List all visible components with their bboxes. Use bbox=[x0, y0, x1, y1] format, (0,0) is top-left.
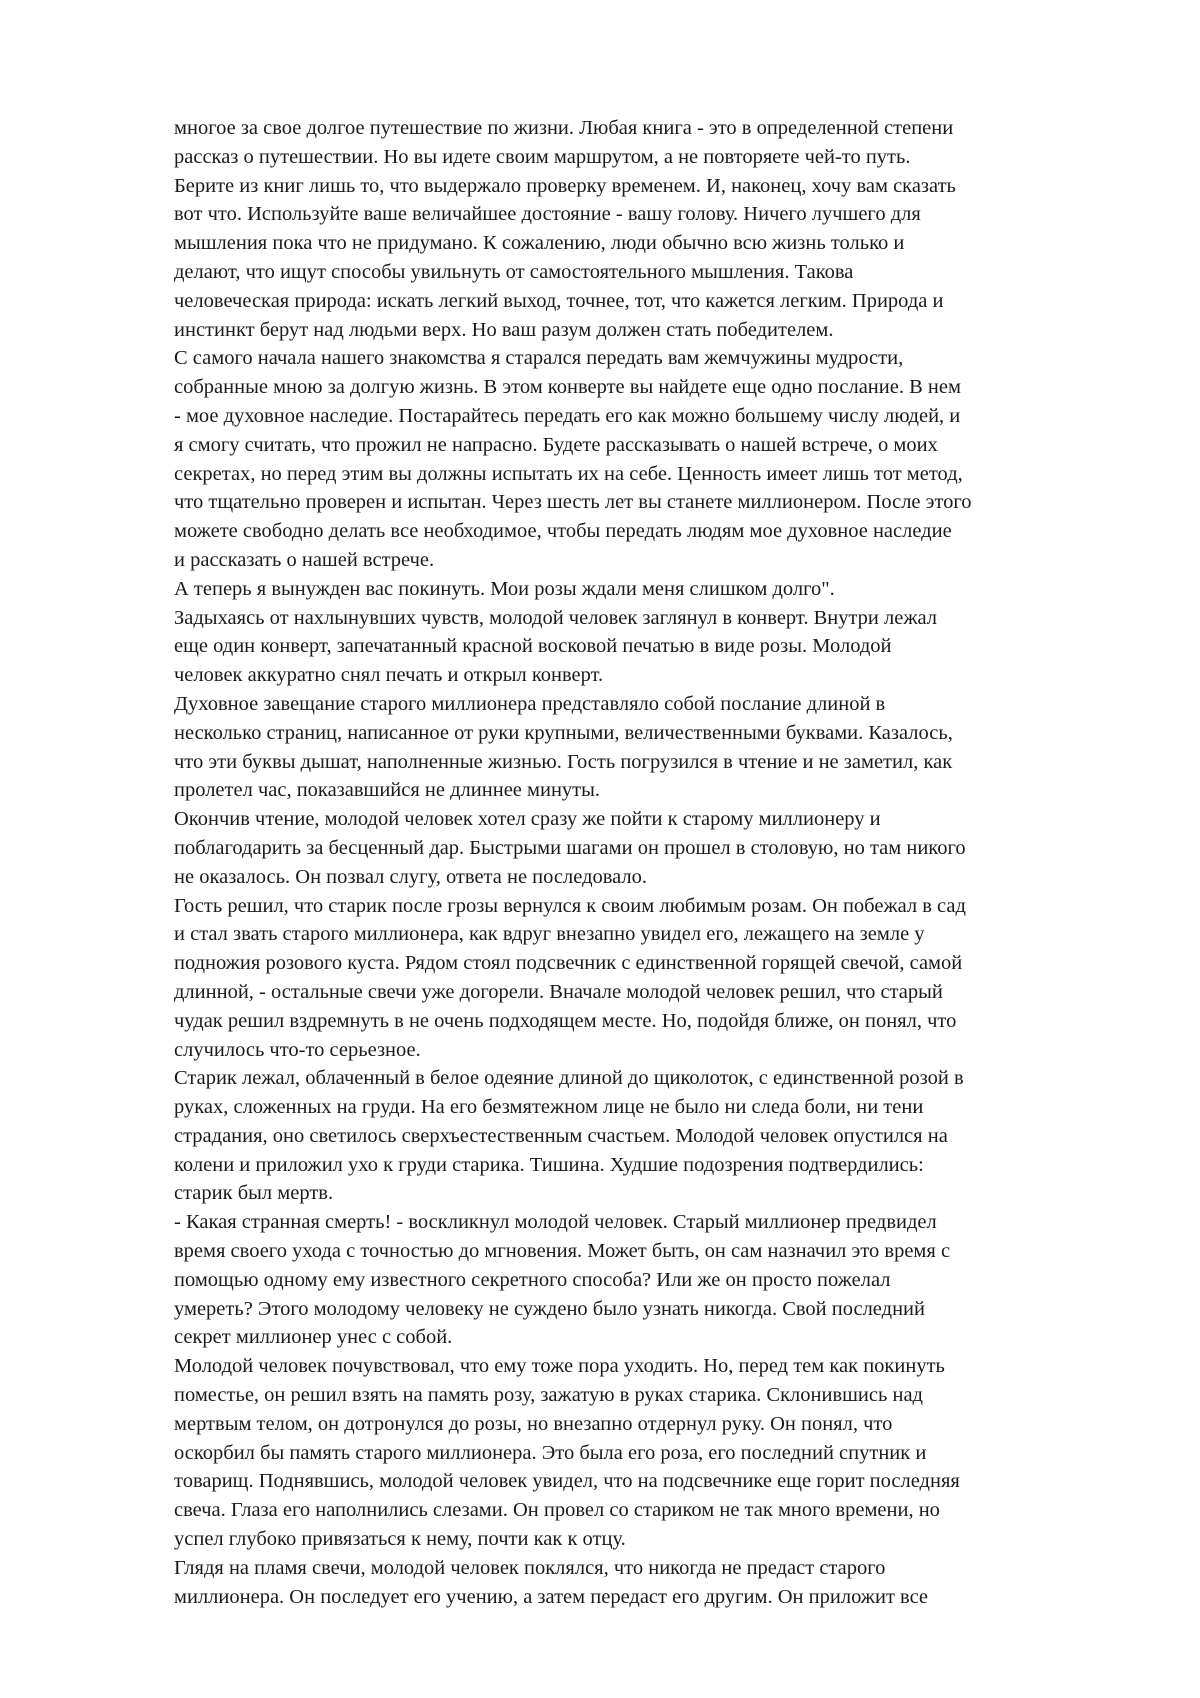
text-line: - мое духовное наследие. Постарайтесь передать его как можно большему числу людей, и bbox=[174, 404, 961, 427]
text-line: рассказ о путешествии. Но вы идете своим маршрутом, а не повторяете чей-то путь. bbox=[174, 145, 911, 168]
text-line: еще один конверт, запечатанный красной восковой печатью в виде розы. Молодой bbox=[174, 635, 892, 658]
text-line: делают, что ищут способы увильнуть от самостоятельного мышления. Такова bbox=[174, 260, 854, 283]
text-line: длинной, - остальные свечи уже догорели. Вначале молодой человек решил, что старый bbox=[174, 980, 943, 1003]
text-line: поблагодарить за бесценный дар. Быстрыми шагами он прошел в столовую, но там никого bbox=[174, 836, 966, 859]
text-line: старик был мертв. bbox=[174, 1182, 334, 1205]
text-line: Глядя на пламя свечи, молодой человек поклялся, что никогда не предаст старого bbox=[174, 1556, 886, 1579]
paragraph-9 bbox=[174, 1208, 1134, 1352]
text-line: несколько страниц, написанное от руки крупными, величественными буквами. Казалось, bbox=[174, 721, 953, 744]
text-line: Берите из книг лишь то, что выдержало проверку временем. И, наконец, хочу вам сказать bbox=[174, 174, 956, 197]
text-line: и стал звать старого миллионера, как вдруг внезапно увидел его, лежащего на земле у bbox=[174, 923, 925, 946]
text-line: С самого начала нашего знакомства я старался передать вам жемчужины мудрости, bbox=[174, 347, 904, 370]
text-line: Гость решил, что старик после грозы вернулся к своим любимым розам. Он побежал в сад bbox=[174, 894, 966, 917]
text-line: Окончив чтение, молодой человек хотел сразу же пойти к старому миллионеру и bbox=[174, 808, 881, 831]
paragraph-11 bbox=[174, 1554, 1134, 1612]
text-line: умереть? Этого молодому человеку не суждено было узнать никогда. Свой последний bbox=[174, 1297, 925, 1320]
text-line: вот что. Используйте ваше величайшее достояние - вашу голову. Ничего лучшего для bbox=[174, 203, 921, 226]
text-line: Молодой человек почувствовал, что ему тоже пора уходить. Но, перед тем как покинуть bbox=[174, 1355, 945, 1378]
text-line: секретах, но перед этим вы должны испытать их на себе. Ценность имеет лишь тот метод, bbox=[174, 462, 963, 485]
text-line: случилось что-то серьезное. bbox=[174, 1038, 421, 1061]
text-line: - Какая странная смерть! - воскликнул молодой человек. Старый миллионер предвидел bbox=[174, 1211, 937, 1234]
text-line: что эти буквы дышат, наполненные жизнью. Гость погрузился в чтение и не заметил, как bbox=[174, 750, 953, 773]
text-line: чудак решил вздремнуть в не очень подходящем месте. Но, подойдя ближе, он понял, что bbox=[174, 1009, 957, 1032]
text-line: помощью одному ему известного секретного способа? Или же он просто пожелал bbox=[174, 1268, 891, 1291]
paragraph-2 bbox=[174, 344, 1134, 574]
text-line: мертвым телом, он дотронулся до розы, но внезапно отдернул руку. Он понял, что bbox=[174, 1412, 893, 1435]
text-line: товарищ. Поднявшись, молодой человек увидел, что на подсвечнике еще горит последняя bbox=[174, 1470, 960, 1493]
paragraph-4 bbox=[174, 604, 1134, 690]
text-line: Задыхаясь от нахлынувших чувств, молодой человек заглянул в конверт. Внутри лежал bbox=[174, 606, 938, 629]
text-line: миллионера. Он последует его учению, а затем передаст его другим. Он приложит все bbox=[174, 1585, 929, 1608]
text-line: подножия розового куста. Рядом стоял подсвечник с единственной горящей свечой, самой bbox=[174, 952, 963, 975]
text-line: не оказалось. Он позвал слугу, ответа не последовало. bbox=[174, 865, 648, 888]
text-line: и рассказать о нашей встрече. bbox=[174, 548, 435, 571]
text-line: страдания, оно светилось сверхъестественным счастьем. Молодой человек опустился на bbox=[174, 1124, 948, 1147]
text-line: я смогу считать, что прожил не напрасно. Будете рассказывать о нашей встрече, о моих bbox=[174, 433, 938, 456]
text-line: колени и приложил ухо к груди старика. Тишина. Худшие подозрения подтвердились: bbox=[174, 1153, 924, 1176]
paragraph-1 bbox=[174, 114, 1134, 344]
text-line: что тщательно проверен и испытан. Через шесть лет вы станете миллионером. После этого bbox=[174, 491, 972, 514]
paragraph-3 bbox=[174, 575, 1134, 604]
paragraph-10 bbox=[174, 1352, 1134, 1554]
text-line: оскорбил бы память старого миллионера. Это была его роза, его последний спутник и bbox=[174, 1441, 927, 1464]
text-line: Духовное завещание старого миллионера представляло собой послание длиной в bbox=[174, 692, 886, 715]
text-line: секрет миллионер унес с собой. bbox=[174, 1326, 453, 1349]
text-line: человек аккуратно снял печать и открыл конверт. bbox=[174, 664, 604, 687]
text-line: пролетел час, показавшийся не длиннее минуты. bbox=[174, 779, 601, 802]
paragraph-6 bbox=[174, 805, 1134, 891]
text-line: можете свободно делать все необходимое, чтобы передать людям мое духовное наследие bbox=[174, 520, 952, 543]
paragraph-5 bbox=[174, 690, 1134, 805]
text-line: время своего ухода с точностью до мгновения. Может быть, он сам назначил это время с bbox=[174, 1240, 951, 1263]
text-line: мышления пока что не придумано. К сожалению, люди обычно всю жизнь только и bbox=[174, 232, 905, 255]
text-line: свеча. Глаза его наполнились слезами. Он провел со стариком не так много времени, но bbox=[174, 1499, 940, 1522]
paragraph-7 bbox=[174, 892, 1134, 1065]
paragraph-8 bbox=[174, 1064, 1134, 1208]
text-line: успел глубоко привязаться к нему, почти как к отцу. bbox=[174, 1528, 626, 1551]
text-line: человеческая природа: искать легкий выход, точнее, тот, что кажется легким. Природа и bbox=[174, 289, 944, 312]
text-line: инстинкт берут над людьми верх. Но ваш разум должен стать победителем. bbox=[174, 318, 834, 341]
text-line: многое за свое долгое путешествие по жизни. Любая книга - это в определенной степени bbox=[174, 117, 954, 139]
text-line: А теперь я вынужден вас покинуть. Мои розы ждали меня слишком долго". bbox=[174, 577, 835, 600]
text-line: Старик лежал, облаченный в белое одеяние длиной до щиколоток, с единственной розой в bbox=[174, 1067, 964, 1090]
text-line: собранные мною за долгую жизнь. В этом конверте вы найдете еще одно послание. В нем bbox=[174, 376, 961, 399]
text-line: поместье, он решил взять на память розу, зажатую в руках старика. Склонившись над bbox=[174, 1384, 923, 1407]
document-page bbox=[174, 114, 1134, 1611]
text-line: руках, сложенных на груди. На его безмятежном лице не было ни следа боли, ни тени bbox=[174, 1096, 924, 1119]
